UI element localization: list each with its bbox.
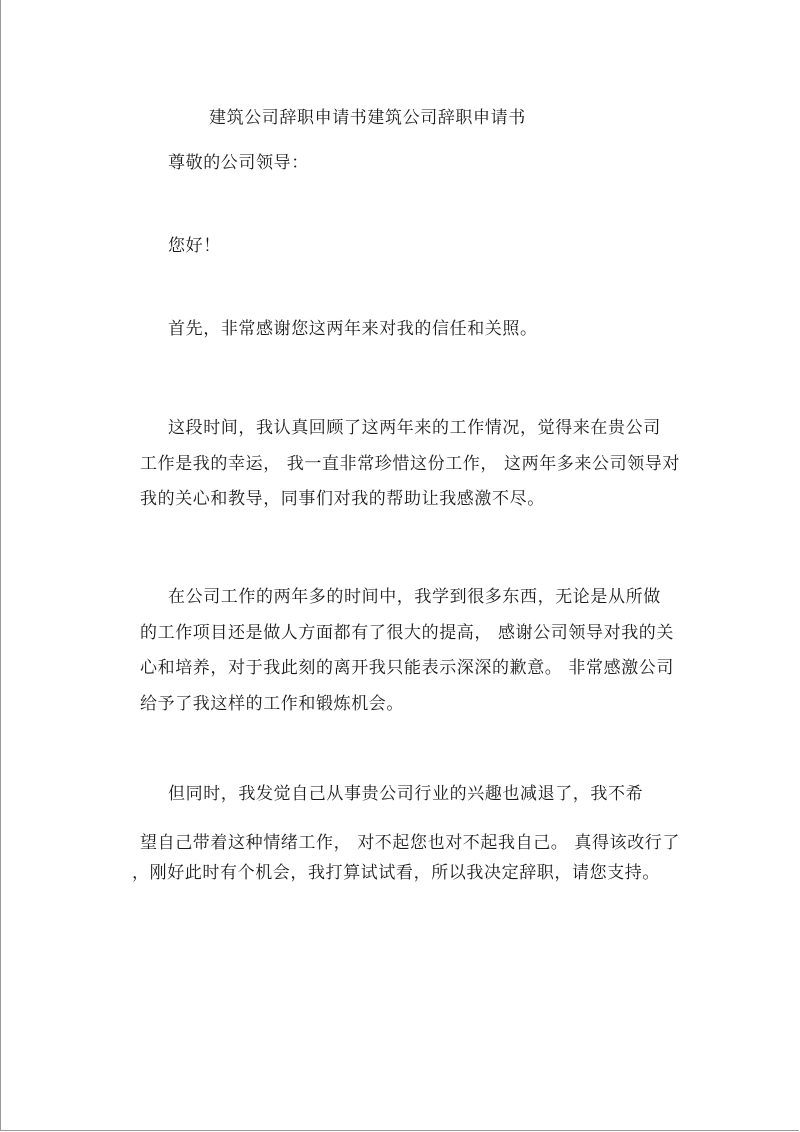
paragraph-3-line-4: 给予了我这样的工作和锻炼机会。 <box>140 694 404 714</box>
paragraph-2-line-1: 这段时间，我认真回顾了这两年来的工作情况，觉得来在贵公司 <box>168 418 661 438</box>
paragraph-1: 首先，非常感谢您这两年来对我的信任和关照。 <box>168 319 538 339</box>
paragraph-2-line-2: 工作是我的幸运， 我一直非常珍惜这份工作， 这两年多来公司领导对 <box>140 454 681 474</box>
paragraph-3-line-1: 在公司工作的两年多的时间中，我学到很多东西，无论是从所做 <box>168 587 661 607</box>
document-title: 建筑公司辞职申请书建筑公司辞职申请书 <box>209 108 526 128</box>
greeting: 您好！ <box>168 236 221 256</box>
salutation: 尊敬的公司领导： <box>168 153 309 173</box>
paragraph-2-line-3: 我的关心和教导，同事们对我的帮助让我感激不尽。 <box>140 489 545 509</box>
paragraph-3-line-3: 心和培养，对于我此刻的离开我只能表示深深的歉意。 非常感激公司 <box>140 658 675 678</box>
paragraph-3-line-2: 的工作项目还是做人方面都有了很大的提高， 感谢公司领导对我的关 <box>140 623 675 643</box>
paragraph-4-line-3: ，刚好此时有个机会，我打算试试看，所以我决定辞职，请您支持。 <box>132 863 660 883</box>
paragraph-4-line-2: 望自己带着这种情绪工作， 对不起您也对不起我自己。 真得该改行了 <box>140 833 681 853</box>
paragraph-4-line-1: 但同时，我发觉自己从事贵公司行业的兴趣也减退了，我不希 <box>168 784 644 804</box>
